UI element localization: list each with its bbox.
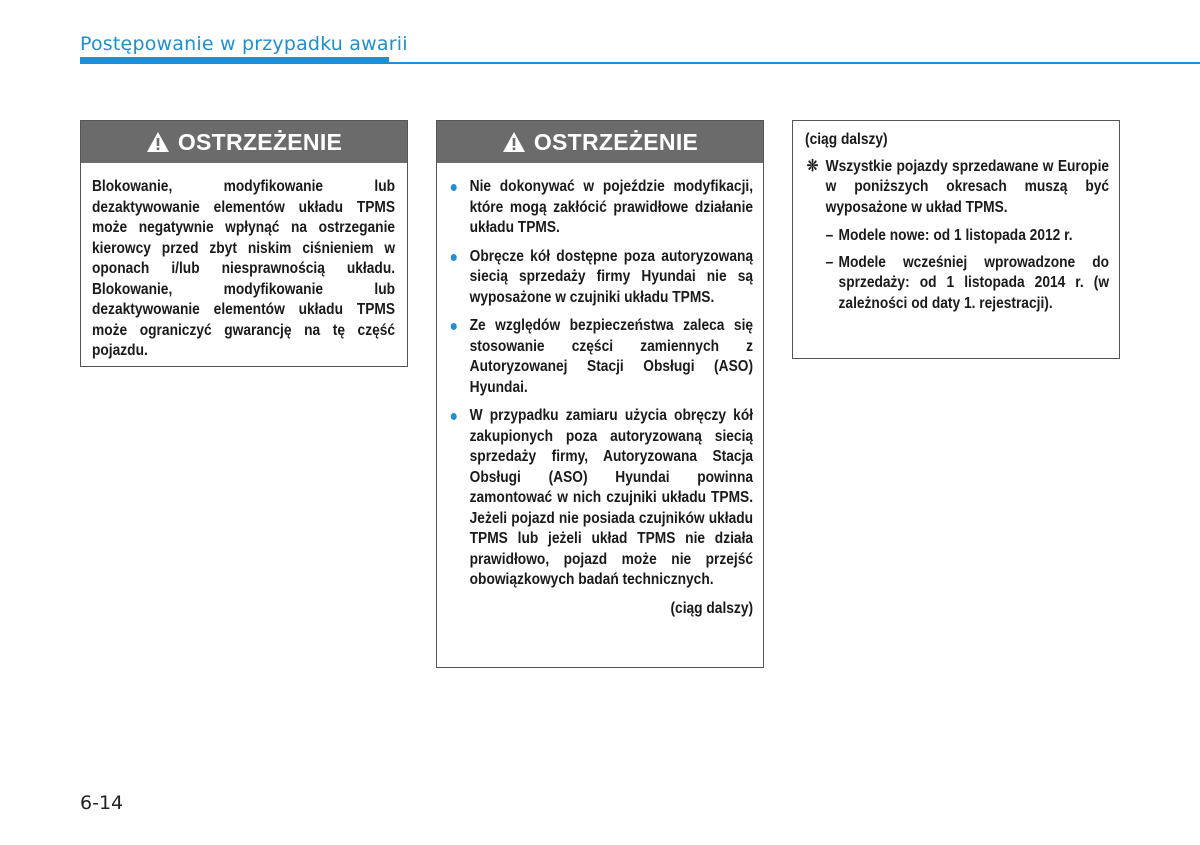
warning-box-1 (80, 120, 408, 367)
list-item (449, 316, 753, 398)
warning-box-text: Blokowanie, modyfikowanie lub dezaktywowanie elementów układu TPMS może negatywnie wpłynąć na ostrzeganie kierowcy przed zbyt niskim ciśnieniem w oponach i/lub niesprawnością układu. Blokowanie, modyfikowanie lub dezaktywowanie elementów układu TPMS może ograniczyć gwarancję na tę część pojazdu. (92, 178, 396, 359)
continued-label: (ciąg dalszy) (805, 131, 888, 148)
list-item-text: Modele wcześniej wprowadzone do sprzedaży: od 1 listopada 2014 r. (w zależności od daty 1. rejestracji). (838, 253, 1110, 312)
bullet-dot-icon (451, 254, 457, 261)
bullet-dot-icon (451, 323, 457, 330)
warning-bullet-list (449, 177, 753, 591)
continued-label: (ciąg dalszy) (670, 599, 754, 617)
list-item-text: Ze względów bezpieczeństwa zaleca się stosowanie części zamiennych z Autoryzowanej Stacji Obsługi (ASO) Hyundai. (469, 317, 754, 396)
list-item-text: W przypadku zamiaru użycia obręczy kół zakupionych poza autoryzowaną siecią sprzedaży firmy, Autoryzowana Stacja Obsługi (ASO) Hyundai powinna zamontować w nich czujniki układu TPMS. Jeżeli pojazd nie posiada czujników układu TPMS lub jeżeli układ TPMS nie działa prawidłowo, pojazd może nie przejść obowiązkowych badań technicznych. (469, 407, 754, 588)
note-item (805, 157, 1109, 219)
list-item-text: Obręcze kół dostępne poza autoryzowaną siecią sprzedaży firmy Hyundai nie są wyposażone w czujniki układu TPMS. (469, 247, 754, 306)
list-item (449, 406, 753, 591)
dash-list (805, 226, 1109, 314)
warning-box-heading (437, 121, 763, 163)
continuation-box (792, 120, 1120, 359)
list-item-text: Nie dokonywać w pojeździe modyfikacji, które mogą zakłócić prawidłowe działanie układu TPMS. (469, 178, 754, 236)
page-number: 6-14 (80, 792, 124, 814)
list-item (826, 253, 1109, 315)
warning-triangle-icon (502, 131, 526, 153)
asterisk-icon: ❊ (806, 157, 819, 175)
dash-icon: – (825, 253, 834, 271)
note-text: Wszystkie pojazdy sprzedawane w Europie w poniższych okresach muszą być wyposażone w układ TPMS. (825, 157, 1110, 216)
warning-box-heading (81, 121, 407, 163)
warning-box-2 (436, 120, 764, 668)
warning-triangle-icon (146, 131, 170, 153)
bullet-dot-icon (451, 184, 457, 191)
list-item (449, 247, 753, 309)
warning-box-heading-text: OSTRZEŻENIE (533, 128, 699, 155)
list-item-text: Modele nowe: od 1 listopada 2012 r. (838, 227, 1073, 244)
bullet-dot-icon (451, 413, 457, 420)
section-title: Postępowanie w przypadku awarii (80, 33, 408, 55)
list-item (826, 226, 1109, 247)
warning-box-heading-text: OSTRZEŻENIE (177, 128, 343, 155)
dash-icon: – (825, 227, 834, 244)
header-rule-accent (80, 57, 389, 63)
list-item (449, 177, 753, 239)
